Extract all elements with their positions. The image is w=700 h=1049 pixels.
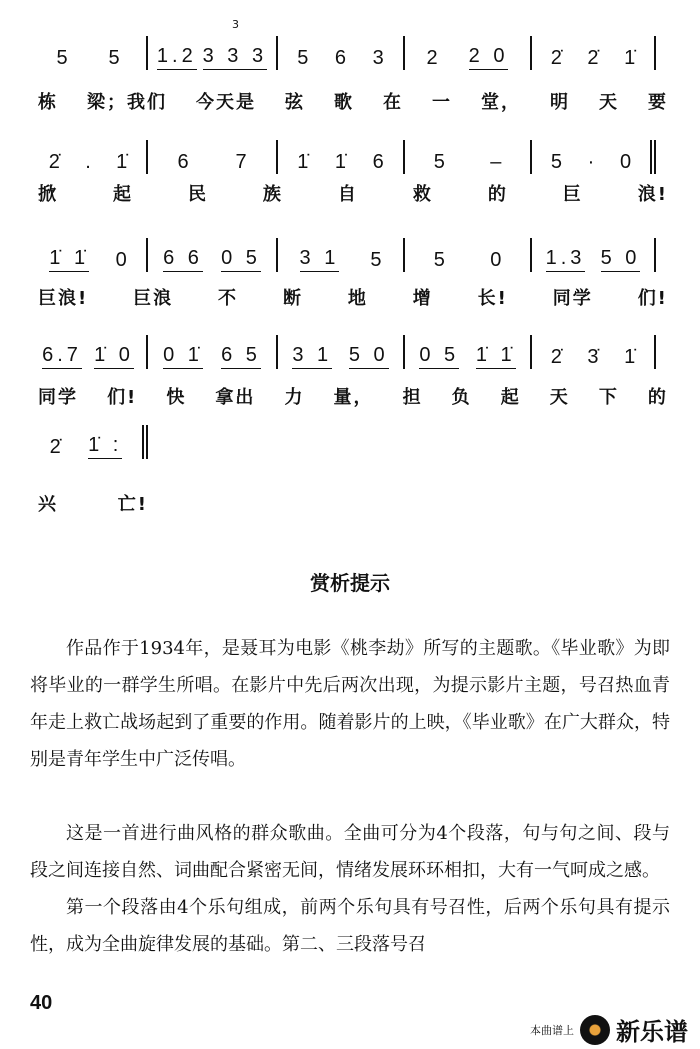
notation-row: [30, 140, 670, 174]
note: 5: [433, 151, 445, 173]
note: 1̇: [297, 151, 309, 173]
measure: [148, 238, 278, 272]
note: 1̇: [624, 47, 636, 69]
lyrics-row: [38, 284, 668, 310]
lyric: 亡!: [117, 494, 148, 515]
note: 5: [370, 249, 382, 271]
note: 0: [620, 151, 632, 173]
lyric: 不: [218, 288, 239, 309]
note: 2: [426, 47, 438, 69]
watermark-brand: 新乐谱: [616, 1018, 688, 1046]
measure: [405, 238, 532, 272]
note: 3: [372, 47, 384, 69]
note: 5: [297, 47, 309, 69]
paragraph: 第一个段落由4个乐句组成，前两个乐句具有号召性，后两个乐句具有提示性，成为全曲旋律发展的基础。第二、三段落号召: [30, 897, 670, 955]
lyric: 族: [262, 184, 283, 205]
measure: [532, 238, 656, 272]
lyric: 长!: [477, 288, 508, 309]
note: 6 5: [221, 343, 261, 369]
note: 5 0: [601, 246, 641, 272]
note: 6 6: [163, 246, 203, 272]
measure: [405, 140, 532, 174]
lyric: 在: [383, 92, 403, 113]
lyric: 巨浪: [133, 288, 174, 309]
measure: [532, 140, 656, 174]
measure: [30, 36, 148, 70]
note: 3 1: [292, 343, 332, 369]
lyric: 的: [647, 387, 668, 408]
lyric: 下: [598, 387, 619, 408]
note: –: [490, 151, 502, 173]
lyric: 们!: [107, 387, 138, 408]
measure: [30, 335, 148, 369]
note: 1̇: [116, 151, 128, 173]
lyric: 民: [187, 184, 208, 205]
note: 1̇ 1̇: [476, 343, 516, 369]
lyric: 巨浪!: [38, 288, 89, 309]
lyric: 量，: [333, 387, 374, 408]
lyrics-row: [38, 180, 668, 206]
lyric: 今天是: [196, 92, 256, 113]
notation-row: [30, 36, 670, 70]
lyric: 梁；我们: [87, 92, 167, 113]
note: 6: [177, 151, 189, 173]
note: 2̇: [587, 47, 599, 69]
lyric: 起: [500, 387, 521, 408]
note: 0 1̇: [163, 343, 203, 369]
note: 1̇: [624, 346, 636, 368]
lyric: 掀: [38, 184, 58, 205]
measure: [278, 335, 405, 369]
vinyl-record-icon: [580, 1015, 610, 1045]
lyric: 歌: [334, 92, 354, 113]
lyrics-row: [38, 490, 148, 516]
watermark-small-text: 本曲谱上: [530, 1023, 574, 1037]
note: 5: [433, 249, 445, 271]
measure: [405, 335, 532, 369]
watermark: [530, 1012, 688, 1047]
note: 2 0: [469, 44, 509, 70]
note: 5 0: [349, 343, 389, 369]
measure: [278, 238, 405, 272]
lyric: 救: [412, 184, 433, 205]
note: 2̇: [550, 346, 562, 368]
lyric: 们!: [637, 288, 668, 309]
note: 5: [550, 151, 562, 173]
lyric: 要: [648, 92, 668, 113]
lyric: 兴: [38, 494, 58, 515]
lyric: 负: [451, 387, 472, 408]
lyric: 天: [549, 387, 570, 408]
note: 2̇: [49, 436, 61, 458]
note: 0 5: [221, 246, 261, 272]
lyrics-row: [38, 383, 668, 409]
lyric: 的: [487, 184, 508, 205]
measure: [532, 36, 656, 70]
lyric: 弦: [285, 92, 305, 113]
note: 1̇: [334, 151, 347, 173]
note: 6.7: [42, 343, 82, 369]
lyric: 地: [347, 288, 368, 309]
notation-row: [30, 335, 670, 369]
lyric: 起: [112, 184, 133, 205]
lyric: 栋: [38, 92, 58, 113]
lyric: 堂，: [481, 92, 521, 113]
note: 1.2: [157, 44, 197, 70]
lyric: 同学: [38, 387, 78, 408]
note: 2̇: [550, 47, 562, 69]
measure: [30, 140, 148, 174]
note: 1̇ :: [88, 433, 122, 459]
note: 1̇ 1̇: [49, 246, 89, 272]
note: 0: [490, 249, 502, 271]
note: 6: [334, 47, 347, 69]
note: 7: [235, 151, 247, 173]
measure: [148, 36, 278, 70]
note: 1̇ 0: [94, 343, 134, 369]
lyric: 天: [599, 92, 619, 113]
measure: [278, 140, 405, 174]
lyric: 拿出: [215, 387, 256, 408]
lyric: 明: [550, 92, 570, 113]
section-title: 赏析提示: [310, 571, 390, 595]
note: ·: [587, 151, 595, 173]
note: 5: [56, 47, 68, 69]
note: 3̇: [587, 346, 599, 368]
paragraph: 这是一首进行曲风格的群众歌曲。全曲可分为4个段落，句与句之间、段与段之间连接自然、词曲配合紧密无间，情绪发展环环相扣，大有一气呵成之感。: [30, 823, 670, 881]
measure: [405, 36, 532, 70]
lyric: 快: [166, 387, 187, 408]
lyric: 一: [432, 92, 452, 113]
note: 6: [372, 151, 384, 173]
note: 1.3: [546, 246, 586, 272]
notation-row: [30, 425, 670, 459]
lyric: 力: [284, 387, 305, 408]
lyric: 同学: [552, 288, 593, 309]
measure: [30, 238, 148, 272]
lyric: 浪!: [637, 184, 668, 205]
note: .: [85, 151, 91, 173]
note: 3 1: [300, 246, 340, 272]
measure: [278, 36, 405, 70]
measure: [30, 425, 148, 459]
note: 2̇: [48, 151, 60, 173]
measure: [148, 335, 278, 369]
lyric: 增: [412, 288, 433, 309]
lyrics-row: [38, 88, 668, 114]
notation-row: [30, 238, 670, 272]
measure: [148, 140, 278, 174]
lyric: 担: [402, 387, 423, 408]
paragraph: 作品作于1934年，是聂耳为电影《桃李劫》所写的主题歌。《毕业歌》为即将毕业的一群学生所唱。在影片中先后两次出现，为提示影片主题，号召热血青年走上救亡战场起到了重要的作用。随着影片的上映，《毕业歌》在广大群众，特别是青年学生中广泛传唱。: [30, 638, 670, 770]
note: 3 3 3: [203, 44, 267, 70]
lyric: 巨: [562, 184, 583, 205]
page-number: 40: [30, 992, 53, 1014]
note: 0 5: [419, 343, 459, 369]
note: 5: [108, 47, 120, 69]
triplet-mark: 3: [232, 18, 239, 31]
lyric: 断: [282, 288, 303, 309]
measure: [532, 335, 656, 369]
lyric: 自: [337, 184, 358, 205]
note: 0: [115, 249, 127, 271]
